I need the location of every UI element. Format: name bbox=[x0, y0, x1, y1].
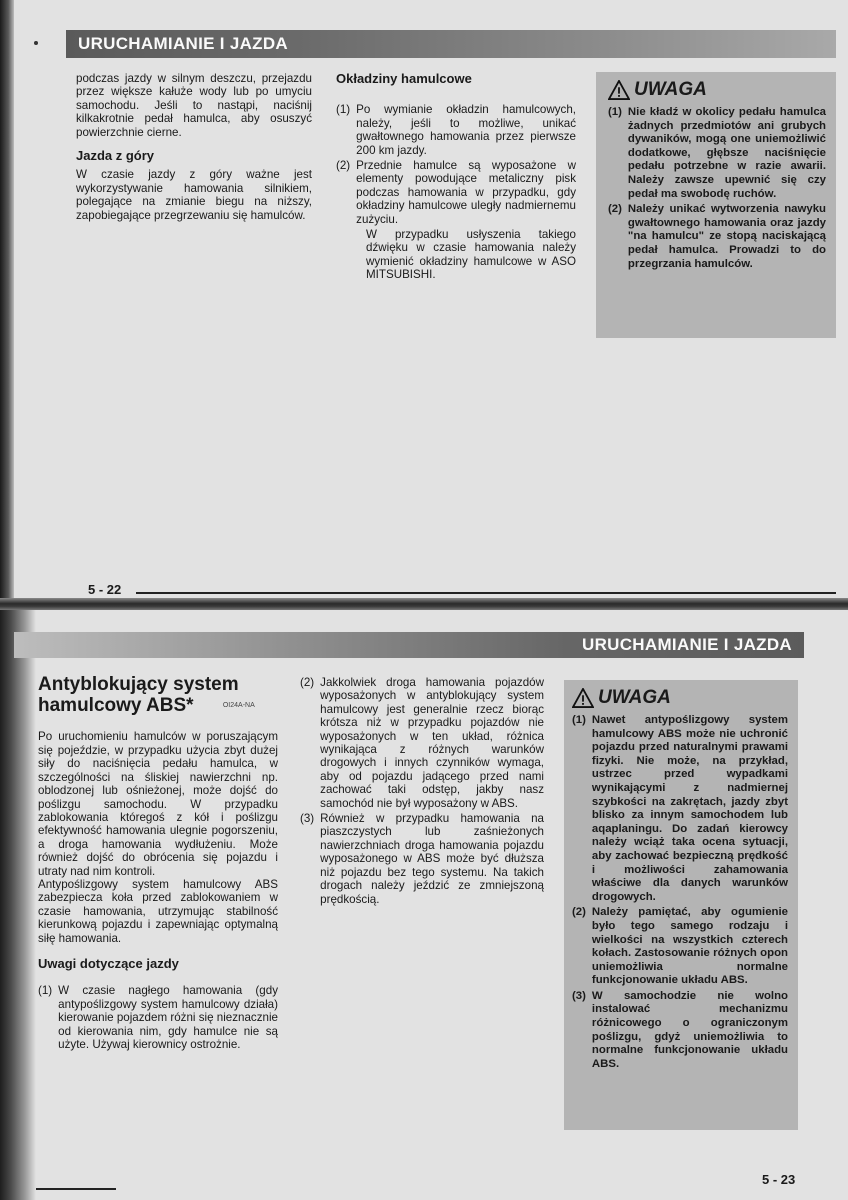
page-number: 5 - 22 bbox=[88, 582, 122, 597]
abs-function-paragraph: Antypoślizgowy system hamulcowy ABS zabezpiecza koła przed zablokowaniem w czasie hamowania, utrzymując stabilność kierunkową pojazdu i zapewniając optymalną siłę hamowania. bbox=[38, 877, 278, 945]
footer-rule bbox=[136, 592, 836, 594]
column-left bbox=[76, 72, 312, 222]
warning-box bbox=[564, 680, 798, 1130]
warning-item: (3) W samochodzie nie wolno instalować mechanizmu różnicowego o ograniczonym poślizgu, gdyż uniemożliwia to normalne funkcjonowanie układu ABS. bbox=[572, 989, 788, 1070]
warning-box bbox=[596, 72, 836, 338]
warning-item: (2) Należy pamiętać, aby ogumienie było tego samego rodzaju i wielkości na wszystkich czterech kołach. Zastosowanie różnych opon uniemożliwia normalne funkcjonowanie układu ABS. bbox=[572, 906, 788, 987]
warning-item: (2) Należy unikać wytworzenia nawyku gwałtownego hamowania oraz jazdy "na hamulcu" ze stopą naciskającą pedał hamulca. Prowadzi to do przegrzania hamulców. bbox=[608, 203, 826, 270]
binding-shadow bbox=[0, 610, 36, 1200]
warning-item: (1) Nie kładź w okolicy pedału hamulca żadnych przedmiotów ani grubych dywaników, mogą one uniemożliwić dodatkowe, głębsze naciśnięcie pedału potrzebne w razie awarii. Należy zawsze upewnić się czy pedał ma swobodę ruchów. bbox=[608, 106, 826, 200]
column-left bbox=[38, 674, 278, 1053]
intro-paragraph: podczas jazdy w silnym deszczu, przejazdu przez większe kałuże wody lub po umyciu samochodu. Jeśli to nastąpi, naciśnij kilkakrotnie pedał hamulca, aby osuszyć powierzchnie cierne. bbox=[76, 72, 312, 139]
list-item: (1) W czasie nagłego hamowania (gdy antypoślizgowy system hamulcowy działa) kierowanie pojazdem różni się nieznacznie od kierowania nim, gdy hamulce nie są użyte. Używaj kierownicy ostrożnie. bbox=[38, 984, 278, 1052]
section-code: OI24A-NA bbox=[222, 702, 255, 710]
downhill-paragraph: W czasie jazdy z góry ważne jest wykorzystywanie hamowania silnikiem, polegające na zmianie biegu na niższy, zapobiegające przegrzewaniu się hamulców. bbox=[76, 168, 312, 222]
section-title: Antyblokujący system hamulcowy ABS* OI24A-NA bbox=[38, 674, 255, 716]
heading-downhill: Jazda z góry bbox=[76, 148, 155, 164]
warning-triangle-icon bbox=[572, 688, 594, 708]
bottom-page bbox=[0, 610, 848, 1200]
list-item: (3) Również w przypadku hamowania na piaszczystych lub zaśnieżonych nawierzchniach droga hamowania pojazdu wyposażonego w ABS może być dłuższa niż pojazdu bez tego systemu. Na takich drogach należy jeździć ze zmniejszoną prędkością. bbox=[300, 812, 544, 906]
abs-intro-paragraph: Po uruchomieniu hamulców w poruszającym się pojeździe, w przypadku użycia zbyt dużej siły do naciśnięcia pedału hamulca, w szczególności na śliskiej nawierzchni np. oblodzonej lub ośnieżonej, może dojść do poślizgu samochodu. W przypadku zablokowania któregoś z kół i poślizgu efektywność hamowania ulegnie pogorszeniu, a droga hamowania wydłużeniu. Może również dojść do obrócenia się pojazdu i utraty nad nim kontroli. bbox=[38, 730, 278, 878]
warning-title: UWAGA bbox=[598, 687, 671, 709]
column-middle bbox=[336, 72, 576, 282]
list-item: (2) Przednie hamulce są wyposażone w elementy powodujące metaliczny pisk podczas hamowania w przypadku, gdy okładziny hamulcowe uległy nadmiernemu zużyciu. bbox=[336, 159, 576, 226]
page-number: 5 - 23 bbox=[762, 1172, 796, 1187]
list-item: (1) Po wymianie okładzin hamulcowych, należy, jeśli to możliwe, unikać gwałtownego hamowania przez pierwsze 200 km jazdy. bbox=[336, 103, 576, 157]
list-item: (2) Jakkolwiek droga hamowania pojazdów wyposażonych w antyblokujący system hamulcowy jest generalnie rzecz biorąc krótsza niż w przypadku pojazdów nie wyposażonych w ten układ, różnica wynikająca z różnych warunków drogowych i innych czynników wymaga, aby od pojazdu jadącego przed nami zachować taki odstęp, jakby nasz samochód nie był wyposażony w ABS. bbox=[300, 676, 544, 810]
margin-dot bbox=[34, 41, 38, 45]
section-header: URUCHAMIANIE I JAZDA bbox=[66, 30, 836, 58]
section-header: URUCHAMIANIE I JAZDA bbox=[14, 632, 804, 658]
warning-triangle-icon bbox=[608, 80, 630, 100]
footer-rule bbox=[36, 1188, 116, 1190]
warning-title: UWAGA bbox=[634, 79, 707, 101]
column-middle bbox=[300, 676, 544, 908]
heading-driving-notes: Uwagi dotyczące jazdy bbox=[38, 955, 179, 971]
brake-pads-note: W przypadku usłyszenia takiego dźwięku w czasie hamowania należy wymienić okładziny hamulcowe w ASO MITSUBISHI. bbox=[366, 228, 576, 282]
heading-brake-pads: Okładziny hamulcowe bbox=[336, 71, 472, 86]
binding-shadow bbox=[0, 0, 14, 600]
warning-item: (1) Nawet antypoślizgowy system hamulcowy ABS może nie uchronić pojazdu przed naturalnymi prawami fizyki. Nie może, na przykład, ustrzec przed wypadkami wynikającymi z nadmiernej szybkości na zakrętach, jazdy zbyt blisko za innym samochodem lub aqaplaningu. Do zadań kierowcy należy wciąż taka ocena sytuacji, aby zachować bezpieczną prędkość i możliwości zahamowania właściwe dla danych warunków drogowych. bbox=[572, 714, 788, 903]
